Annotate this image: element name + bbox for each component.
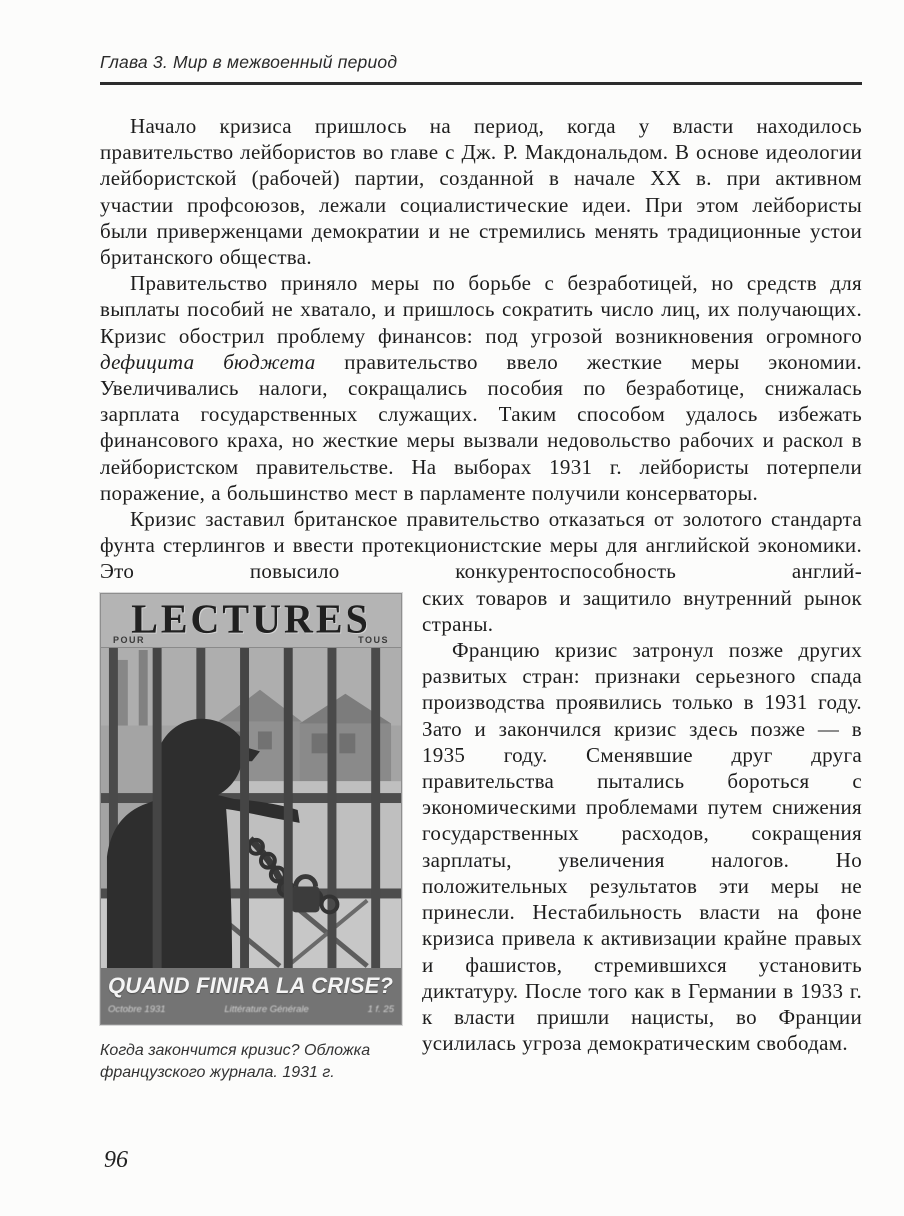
magazine-subtitle-tous: TOUS	[358, 634, 389, 645]
running-header	[100, 52, 862, 85]
figure-caption: Когда закончится кризис? Обложка французского журнала. 1931 г.	[100, 1041, 371, 1081]
cover-footer-date: Octobre 1931	[108, 1003, 166, 1015]
wrapped-text-column	[422, 585, 862, 1057]
magazine-cover	[100, 593, 402, 1025]
magazine-subtitle-pour: POUR	[113, 634, 146, 645]
emphasis-budget-deficit: дефицита бюджета	[100, 349, 316, 374]
page-number: 96	[104, 1147, 128, 1173]
header-rule	[100, 82, 862, 85]
paragraph-text: Правительство приняло меры по борьбе с безработицей, но средств для выплаты пособий не хватало, и пришлось сократить число лиц, их получающих. Кризис обострил проблему финансов: под угрозой возникновения огромного	[100, 271, 862, 348]
cover-footer-line	[108, 1004, 394, 1015]
cover-headline: QUAND FINIRA LA CRISE?	[108, 972, 394, 998]
paragraph-gold-standard-continued: ских товаров и защитило внутренний рынок страны.	[422, 585, 862, 636]
figure-and-text-row	[100, 585, 862, 1084]
paragraph-text: правительство ввело жесткие меры экономии. Увеличивались налоги, сокращались пособия по безработице, снижалась зарплата государственных служащих. Таким способом удалось избежать финансового краха, но жесткие меры вызвали недовольство рабочих и раскол в лейбористском правительстве. На выборах 1931 г. лейбористы потерпели поражение, а большинство мест в парламенте получили консерваторы.	[100, 349, 862, 505]
paragraph-france-crisis: Францию кризис затронул позже других развитых стран: признаки серьезного спада производства проявились только в 1931 году. Зато и закончился кризис здесь позже — в 1935 году. Сменявшие друг друга правительства пытались бороться с экономическими проблемами путем снижения государственных расходов, сокращения зарплаты, увеличения налогов. Но положительных результатов эти меры не принесли. Нестабильность власти на фоне кризиса привела к активизации крайне правых и фашистов, стремившихся установить диктатуру. После того как в Германии в 1933 г. к власти пришли нацисты, во Франции усилилась угроза демократическим свободам.	[422, 638, 862, 1056]
cover-footer-price: 1 f. 25	[367, 1003, 394, 1015]
paragraph-crisis-start: Начало кризиса пришлось на период, когда у власти находилось правительство лейбористов во главе с Дж. Р. Макдональдом. В основе идеологии лейбористской (рабочей) партии, созданной в начале XX в. при активном участии профсоюзов, лежали социалистические идеи. При этом лейбористы были приверженцами демократии и не стремились менять традиционные устои британского общества.	[100, 114, 862, 270]
cover-headline-band	[101, 968, 401, 1024]
paragraph-gold-standard-start: Кризис заставил британское правительство отказаться от золотого стандарта фунта стерлингов и ввести протекционистские меры для английской экономики. Это повысило конкурентоспособность англий-	[100, 507, 862, 584]
chapter-title: Глава 3. Мир в межвоенный период	[100, 52, 398, 72]
magazine-title: LECTURES	[131, 594, 371, 642]
magazine-figure	[100, 593, 402, 1084]
cover-photo-locked-factory-gate	[101, 648, 401, 968]
page-body	[100, 113, 862, 1084]
cover-footer-center: Littérature Générale	[224, 1003, 309, 1015]
paragraph-government-measures	[100, 270, 862, 506]
magazine-masthead	[101, 594, 401, 648]
